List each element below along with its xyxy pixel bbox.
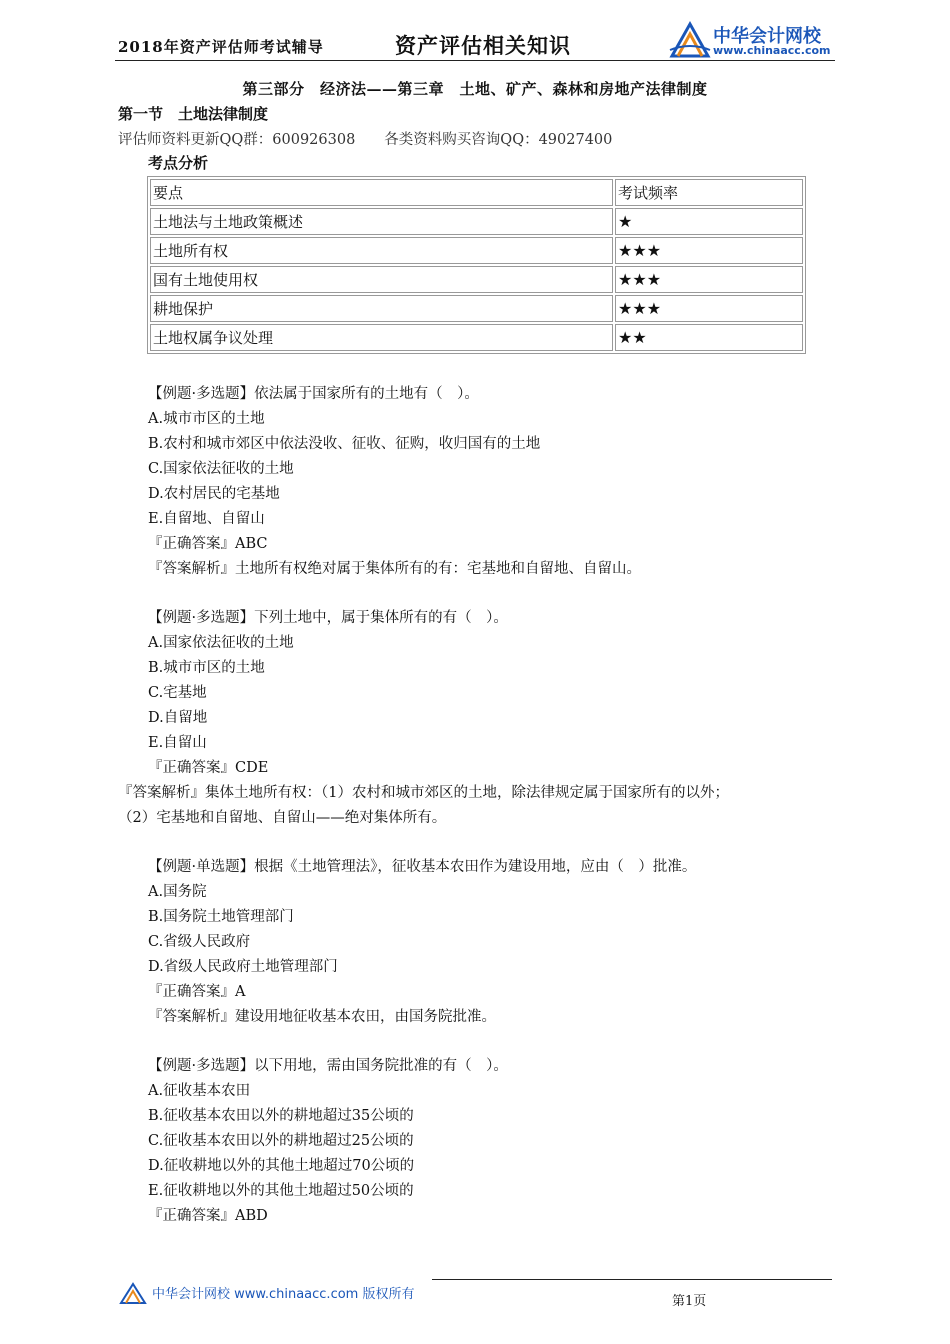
table-cell-stars: ★★ — [615, 324, 803, 351]
question-option: B.农村和城市郊区中依法没收、征收、征购，收归国有的土地 — [148, 436, 541, 452]
brand-logo-icon — [668, 20, 712, 60]
question-option: D.征收耕地以外的其他土地超过70公顷的 — [148, 1158, 415, 1174]
question-option: A.征收基本农田 — [148, 1083, 251, 1099]
question-option: C.宅基地 — [148, 685, 207, 701]
analysis-heading: 考点分析 — [148, 154, 209, 172]
question-block-2 — [118, 606, 729, 831]
table-cell-stars: ★★★ — [615, 237, 803, 264]
brand-logo-name: 中华会计网校 — [713, 26, 821, 47]
chapter-title: 第三部分 经济法——第三章 土地、矿产、森林和房地产法律制度 — [242, 80, 708, 98]
qq-info-line: 评估师资料更新QQ群：600926308 各类资料购买咨询QQ：49027400 — [118, 132, 613, 148]
table-cell-point: 耕地保护 — [150, 295, 613, 322]
page-number: 第1页 — [672, 1294, 707, 1309]
table-cell-point: 土地法与土地政策概述 — [150, 208, 613, 235]
question-option: E.自留山 — [148, 735, 207, 751]
question-answer: 『正确答案』ABD — [148, 1208, 268, 1224]
question-analysis: 『答案解析』建设用地征收基本农田，由国务院批准。 — [148, 1009, 496, 1025]
question-option: D.农村居民的宅基地 — [148, 486, 280, 502]
question-option: E.自留地、自留山 — [148, 511, 265, 527]
question-option: C.征收基本农田以外的耕地超过25公顷的 — [148, 1133, 414, 1149]
question-option: B.国务院土地管理部门 — [148, 909, 294, 925]
question-block-1 — [148, 382, 641, 582]
question-block-3 — [148, 855, 696, 1030]
table-cell-point: 国有土地使用权 — [150, 266, 613, 293]
table-cell-stars: ★★★ — [615, 295, 803, 322]
header-divider — [115, 60, 835, 61]
question-block-4 — [148, 1054, 508, 1229]
brand-logo[interactable] — [668, 18, 848, 62]
table-row — [150, 208, 803, 235]
question-option: D.省级人民政府土地管理部门 — [148, 959, 338, 975]
table-cell-point: 土地权属争议处理 — [150, 324, 613, 351]
question-option: B.征收基本农田以外的耕地超过35公顷的 — [148, 1108, 414, 1124]
question-option: D.自留地 — [148, 710, 208, 726]
question-analysis: 『答案解析』集体土地所有权：（1）农村和城市郊区的土地，除法律规定属于国家所有的以外； — [118, 785, 729, 801]
question-answer: 『正确答案』ABC — [148, 536, 268, 552]
table-row — [150, 237, 803, 264]
table-cell-stars: ★★★ — [615, 266, 803, 293]
table-row — [150, 266, 803, 293]
question-stem: 【例题·单选题】根据《土地管理法》，征收基本农田作为建设用地，应由（ ）批准。 — [148, 859, 697, 875]
section-title: 第一节 土地法律制度 — [118, 105, 269, 123]
question-option: C.省级人民政府 — [148, 934, 251, 950]
table-cell-point: 土地所有权 — [150, 237, 613, 264]
question-analysis: （2）宅基地和自留地、自留山——绝对集体所有。 — [118, 810, 447, 826]
question-option: A.国家依法征收的土地 — [148, 635, 294, 651]
table-row — [150, 324, 803, 351]
question-answer: 『正确答案』CDE — [148, 760, 269, 776]
question-stem: 【例题·多选题】以下用地，需由国务院批准的有（ ）。 — [148, 1058, 508, 1074]
footer-logo-icon — [118, 1281, 148, 1305]
table-row — [150, 295, 803, 322]
question-option: A.国务院 — [148, 884, 207, 900]
question-stem: 【例题·多选题】依法属于国家所有的土地有（ ）。 — [148, 386, 479, 402]
question-stem: 【例题·多选题】下列土地中，属于集体所有的有（ ）。 — [148, 610, 508, 626]
question-option: A.城市市区的土地 — [148, 411, 265, 427]
table-cell-stars: ★ — [615, 208, 803, 235]
footer-copyright: 中华会计网校 www.chinaacc.com 版权所有 — [152, 1287, 415, 1302]
footer-divider — [432, 1279, 832, 1280]
table-header-point: 要点 — [150, 179, 613, 206]
header-exam-title: 2018年资产评估师考试辅导 — [118, 38, 324, 56]
question-answer: 『正确答案』A — [148, 984, 246, 1000]
header-subject-title: 资产评估相关知识 — [395, 33, 571, 58]
question-option: E.征收耕地以外的其他土地超过50公顷的 — [148, 1183, 414, 1199]
question-analysis: 『答案解析』土地所有权绝对属于集体所有的有：宅基地和自留地、自留山。 — [148, 561, 641, 577]
question-option: B.城市市区的土地 — [148, 660, 265, 676]
brand-logo-url: www.chinaacc.com — [713, 44, 831, 57]
table-header-row — [150, 179, 803, 206]
exam-points-table — [147, 176, 806, 354]
table-header-frequency: 考试频率 — [615, 179, 803, 206]
question-option: C.国家依法征收的土地 — [148, 461, 294, 477]
